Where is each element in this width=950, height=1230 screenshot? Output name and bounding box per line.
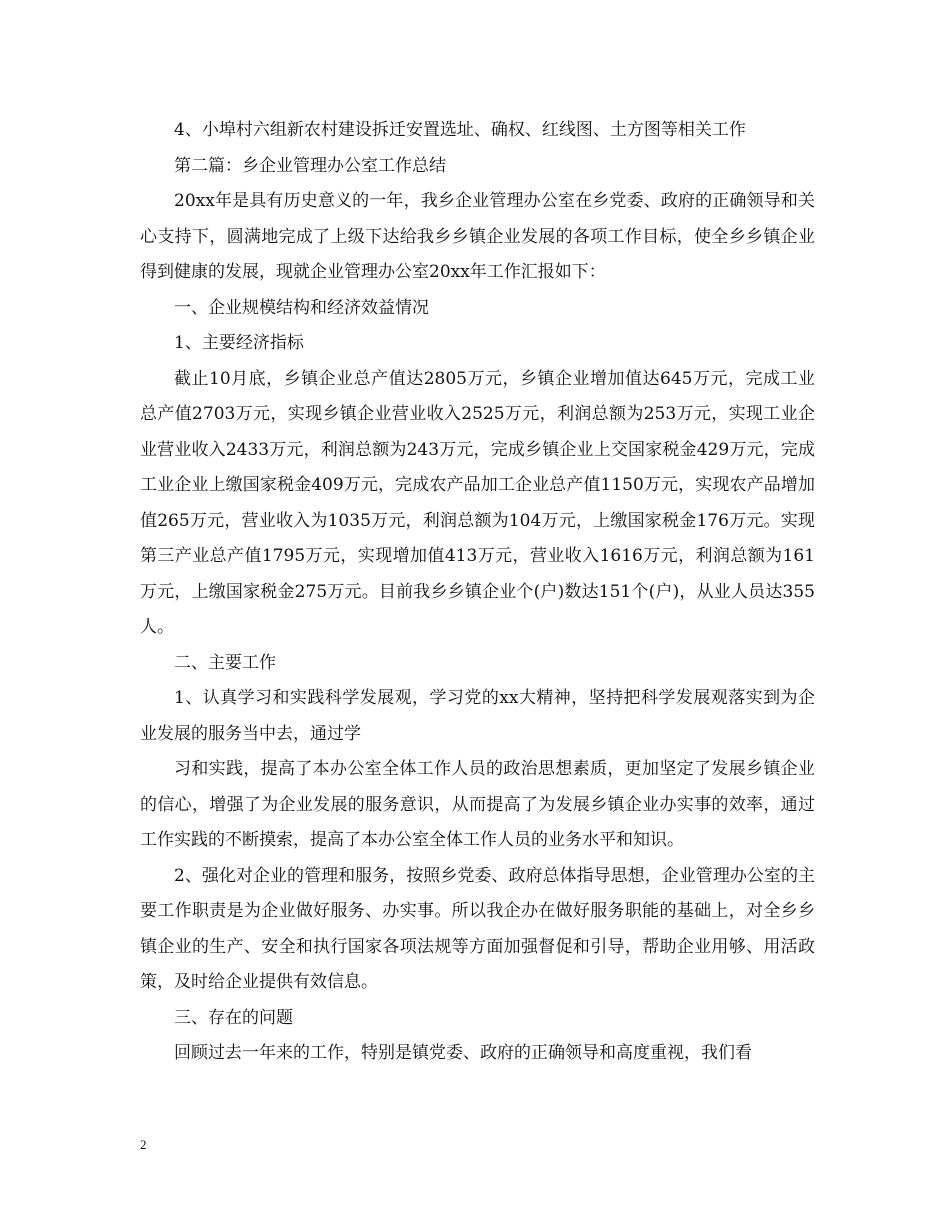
intro-paragraph: 20xx年是具有历史意义的一年，我乡企业管理办公室在乡党委、政府的正确领导和关心支持下，圆满地完成了上级下达给我乡乡镇企业发展的各项工作目标，使全乡乡镇企业得到健康的发展，现就企业管理办公室20xx年工作汇报如下： (140, 191, 815, 282)
paragraph-item-4: 4、小埠村六组新农村建设拆迁安置选址、确权、红线图、土方图等相关工作 (174, 120, 746, 140)
heading-enterprise-scale: 一、企业规模结构和经济效益情况 (174, 297, 429, 318)
page-number: 2 (140, 1137, 147, 1152)
paragraph-review: 回顾过去一年来的工作，特别是镇党委、政府的正确领导和高度重视，我们看 (174, 1043, 752, 1063)
heading-main-work: 二、主要工作 (174, 652, 276, 673)
paragraph-main-work-1-continued: 习和实践，提高了本办公室全体工作人员的政治思想素质，更加坚定了发展乡镇企业的信心，增强了为企业发展的服务意识，从而提高了为发展乡镇企业办实事的效率，通过工作实践的不断摸索，提高了本办公室全体工作人员的业务水平和知识。 (140, 759, 815, 850)
document-body (140, 113, 815, 1072)
heading-economic-indicators: 1、主要经济指标 (174, 333, 304, 353)
paragraph-main-work-2: 2、强化对企业的管理和服务，按照乡党委、政府总体指导思想，企业管理办公室的主要工作职责是为企业做好服务、办实事。所以我企办在做好服务职能的基础上，对全乡乡镇企业的生产、安全和执行国家各项法规等方面加强督促和引导，帮助企业用够、用活政策，及时给企业提供有效信息。 (140, 865, 815, 992)
paragraph-economic-indicators: 截止10月底，乡镇企业总产值达2805万元，乡镇企业增加值达645万元，完成工业总产值2703万元，实现乡镇企业营业收入2525万元，利润总额为253万元，实现工业企业营业收入2433万元，利润总额为243万元，完成乡镇企业上交国家税金429万元，完成工业企业上缴国家税金409万元，完成农产品加工企业总产值1150万元，实现农产品增加值265万元，营业收入为1035万元，利润总额为104万元，上缴国家税金176万元。实现第三产业总产值1795万元，实现增加值413万元，营业收入1616万元，利润总额为161万元，上缴国家税金275万元。目前我乡乡镇企业个(户)数达151个(户)，从业人员达355人。 (140, 368, 815, 637)
heading-existing-problems: 三、存在的问题 (174, 1007, 293, 1028)
paragraph-main-work-1: 1、认真学习和实践科学发展观，学习党的xx大精神，坚持把科学发展观落实到为企业发展的服务当中去，通过学 (140, 688, 815, 744)
section-title-second-part: 第二篇：乡企业管理办公室工作总结 (174, 155, 446, 176)
